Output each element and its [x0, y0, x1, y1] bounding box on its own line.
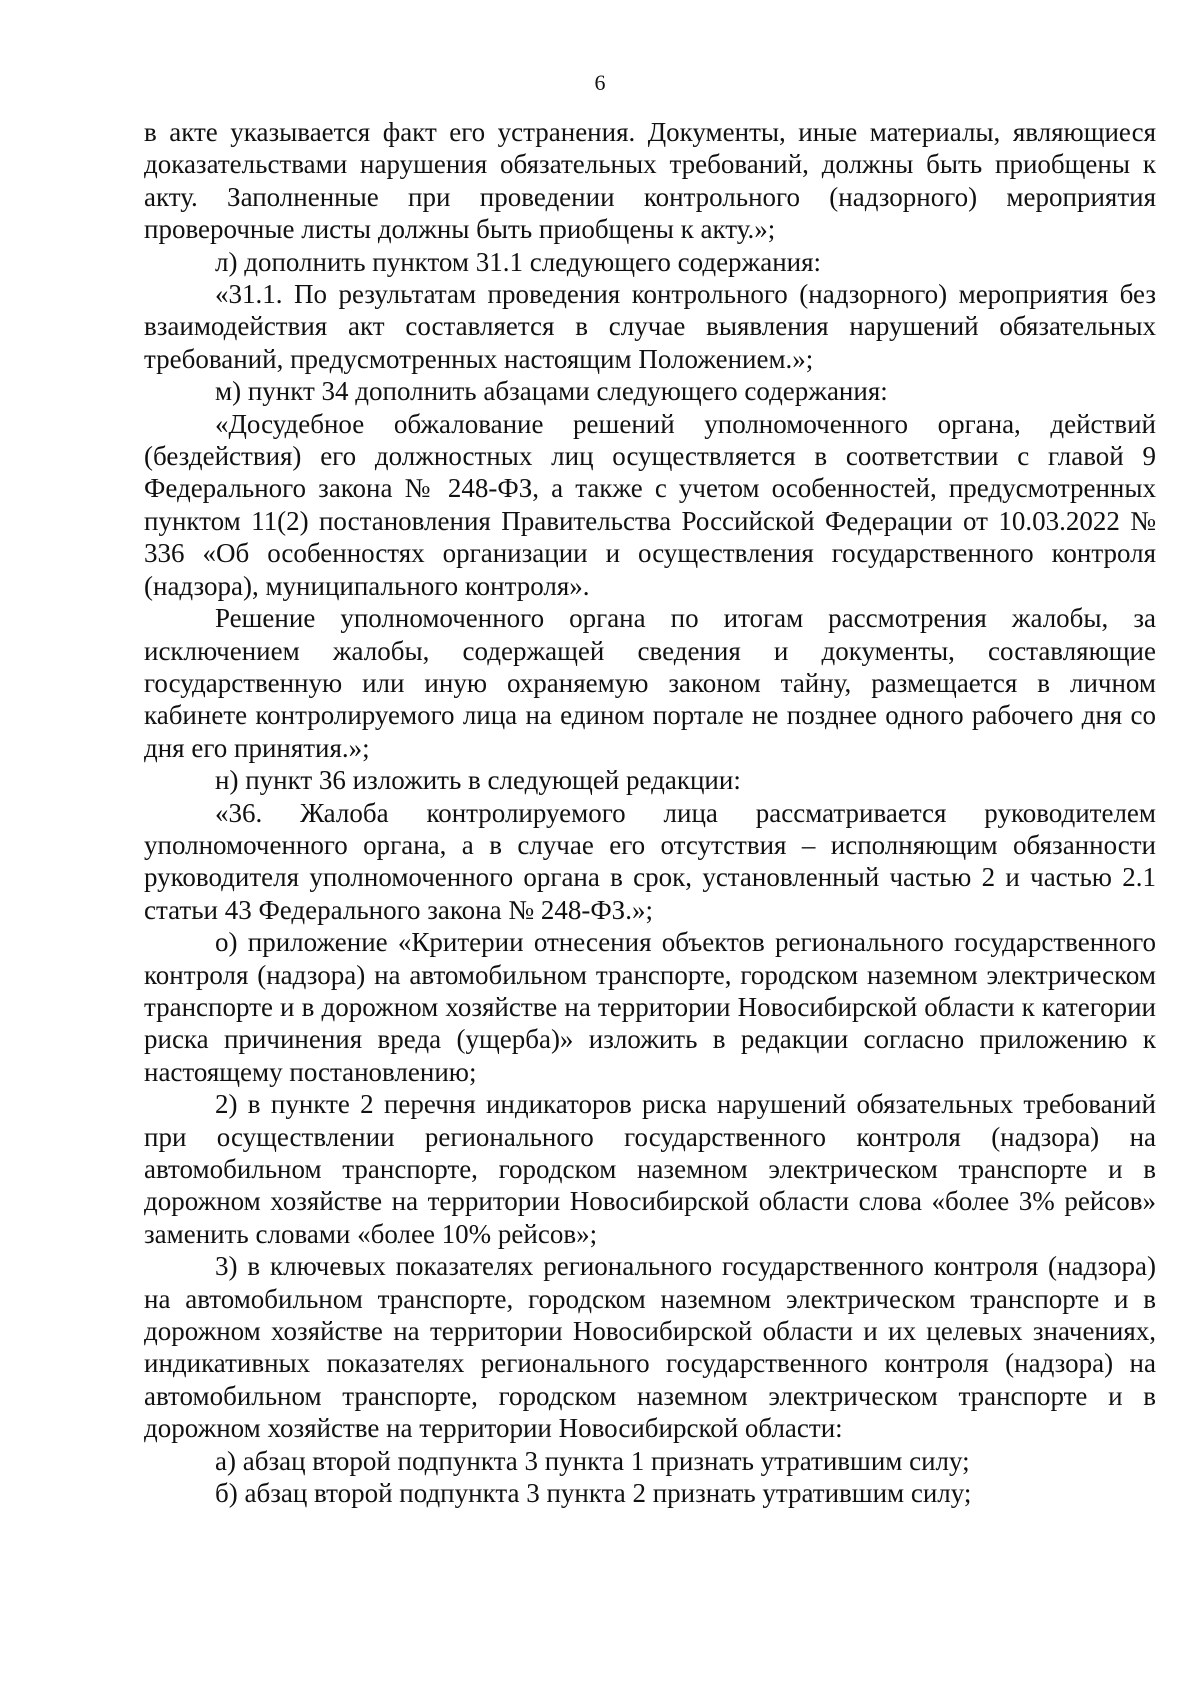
paragraph-act-continuation: в акте указывается факт его устранения. Документы, иные материалы, являющиеся доказательствами нарушения обязательных требований, должны быть приобщены к акту. Заполненные при проведении контрольного (надзорного) мероприятия проверочные листы должны быть приобщены к акту.»; — [144, 117, 1156, 245]
paragraph-item-l: л) дополнить пунктом 31.1 следующего содержания: — [215, 246, 822, 277]
paragraph-item-m: м) пункт 34 дополнить абзацами следующего содержания: — [215, 376, 888, 407]
paragraph-complaint-decision: Решение уполномоченного органа по итогам рассмотрения жалобы, за исключением жалобы, содержащей сведения и документы, составляющие государственную или иную охраняемую законом тайну, размещается в личном кабинете контролируемого лица на едином портале не позднее одного рабочего дня со дня его принятия.»; — [144, 603, 1156, 763]
paragraph-pretrial-appeal: «Досудебное обжалование решений уполномоченного органа, действий (бездействия) его должностных лиц осуществляется в соответствии с главой 9 Федерального закона № 248-ФЗ, а также с учетом особенностей, предусмотренных пунктом 11(2) постановления Правительства Российской Федерации от 10.03.2022 № 336 «Об особенностях организации и осуществления государственного контроля (надзора), муниципального контроля». — [144, 408, 1156, 601]
paragraph-item-n: н) пункт 36 изложить в следующей редакции: — [215, 765, 741, 796]
paragraph-item-b: б) абзац второй подпункта 3 пункта 2 признать утратившим силу; — [215, 1478, 972, 1509]
paragraph-point-36: «36. Жалоба контролируемого лица рассматривается руководителем уполномоченного органа, а в случае его отсутствия – исполняющим обязанности руководителя уполномоченного органа в срок, установленный частью 2 и частью 2.1 статьи 43 Федерального закона № 248-ФЗ.»; — [144, 797, 1156, 925]
paragraph-item-o: о) приложение «Критерии отнесения объектов регионального государственного контроля (надзора) на автомобильном транспорте, городском наземном электрическом транспорте и в дорожном хозяйстве на территории Новосибирской области к категории риска причинения вреда (ущерба)» изложить в редакции согласно приложению к настоящему постановлению; — [144, 927, 1156, 1087]
paragraph-point-31-1: «31.1. По результатам проведения контрольного (надзорного) мероприятия без взаимодействия акт составляется в случае выявления нарушений обязательных требований, предусмотренных настоящим Положением.»; — [144, 279, 1156, 374]
paragraph-item-a: а) абзац второй подпункта 3 пункта 1 признать утратившим силу; — [215, 1445, 970, 1476]
paragraph-item-2: 2) в пункте 2 перечня индикаторов риска нарушений обязательных требований при осуществлении регионального государственного контроля (надзора) на автомобильном транспорте, городском наземном электрическом транспорте и в дорожном хозяйстве на территории Новосибирской области слова «более 3% рейсов» заменить словами «более 10% рейсов»; — [144, 1089, 1156, 1249]
document-body — [144, 116, 1156, 1509]
page-number: 6 — [594, 70, 606, 95]
paragraph-item-3: 3) в ключевых показателях регионального государственного контроля (надзора) на автомобильном транспорте, городском наземном электрическом транспорте и в дорожном хозяйстве на территории Новосибирской области и их целевых значениях, индикативных показателях регионального государственного контроля (надзора) на автомобильном транспорте, городском наземном электрическом транспорте и в дорожном хозяйстве на территории Новосибирской области: — [144, 1251, 1156, 1444]
